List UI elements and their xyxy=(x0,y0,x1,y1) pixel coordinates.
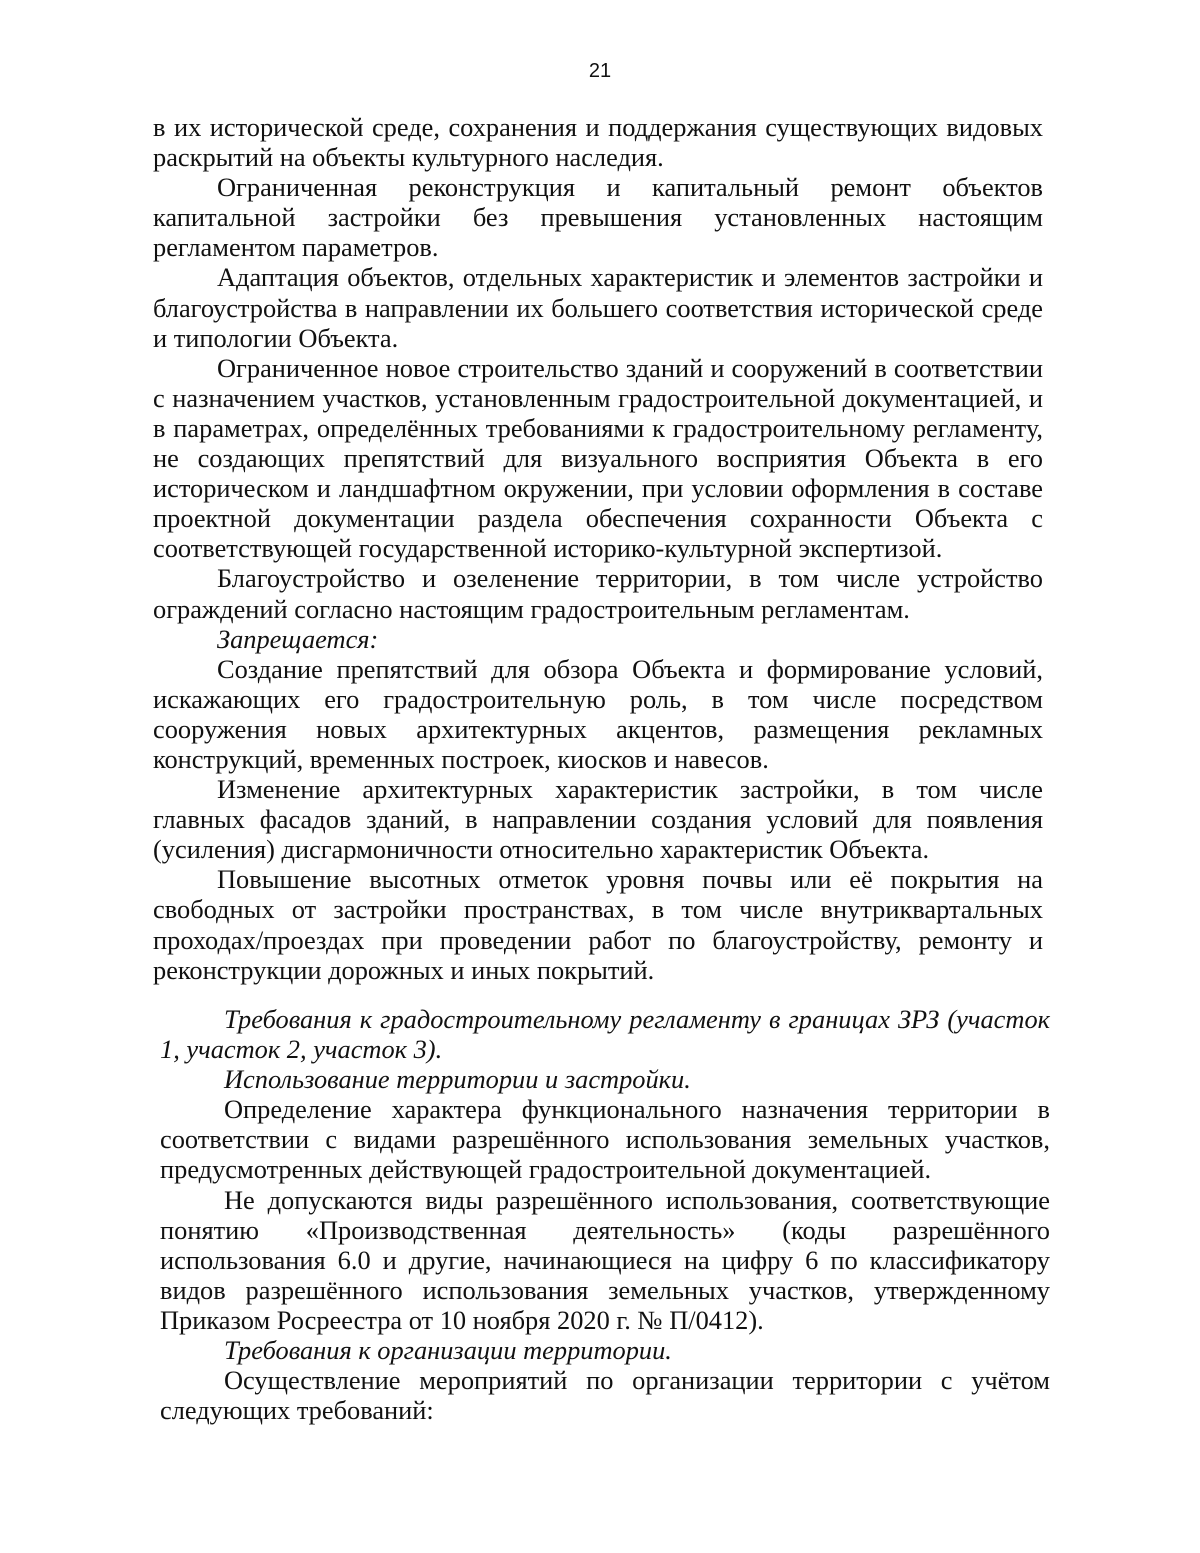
paragraph-landscaping: Благоустройство и озеленение территории, в том числе устройство ограждений согласно настоящим градостроительным регламентам. xyxy=(153,563,1043,624)
paragraph-obstruction: Создание препятствий для обзора Объекта и формирование условий, искажающих его градостроительную роль, в том числе посредством сооружения новых архитектурных акцентов, размещения рекламных конструкций, временных построек, киосков и навесов. xyxy=(153,653,1043,774)
heading-territory-organization: Требования к организации территории. xyxy=(224,1335,672,1366)
paragraph-adaptation: Адаптация объектов, отдельных характеристик и элементов застройки и благоустройства в направлении их большего соответствия исторической среде и типологии Объекта. xyxy=(153,262,1043,353)
paragraph-architecture-change: Изменение архитектурных характеристик застройки, в том числе главных фасадов зданий, в направлении создания условий для появления (усиления) дисгармоничности относительно характеристик Объекта. xyxy=(153,774,1043,865)
document-body-upper xyxy=(153,112,1043,985)
paragraph-functional-purpose: Определение характера функционального назначения территории в соответствии с видами разрешённого использования земельных участков, предусмотренных действующей градостроительной документацией. xyxy=(160,1094,1050,1185)
paragraph-ground-level: Повышение высотных отметок уровня почвы или её покрытия на свободных от застройки пространствах, в том числе внутриквартальных проходах/проездах при проведении работ по благоустройству, ремонту и реконструкции дорожных и иных покрытий. xyxy=(153,864,1043,985)
paragraph-continuation: в их исторической среде, сохранения и поддержания существующих видовых раскрытий на объекты культурного наследия. xyxy=(153,112,1043,173)
document-body-lower xyxy=(160,1004,1050,1425)
heading-prohibited: Запрещается: xyxy=(217,623,379,654)
heading-zrz-requirements: Требования к градостроительному регламенту в границах ЗРЗ (участок 1, участок 2, участок 3). xyxy=(160,1004,1050,1065)
paragraph-production-prohibited: Не допускаются виды разрешённого использования, соответствующие понятию «Производственная деятельность» (коды разрешённого использования 6.0 и другие, начинающиеся на цифру 6 по классификатору видов разрешённого использования земельных участков, утвержденному Приказом Росреестра от 10 ноября 2020 г. № П/0412). xyxy=(160,1184,1050,1335)
paragraph-reconstruction: Ограниченная реконструкция и капитальный ремонт объектов капитальной застройки без превышения установленных настоящим регламентом параметров. xyxy=(153,172,1043,263)
paragraph-new-construction: Ограниченное новое строительство зданий и сооружений в соответствии с назначением участков, установленным градостроительной документацией, и в параметрах, определённых требованиями к градостроительному регламенту, не создающих препятствий для визуального восприятия Объекта в его историческом и ландшафтном окружении, при условии оформления в составе проектной документации раздела обеспечения сохранности Объекта с соответствующей государственной историко-культурной экспертизой. xyxy=(153,352,1043,564)
paragraph-organization-measures: Осуществление мероприятий по организации территории с учётом следующих требований: xyxy=(160,1365,1050,1426)
heading-territory-use: Использование территории и застройки. xyxy=(224,1064,691,1095)
page-number: 21 xyxy=(588,60,612,82)
